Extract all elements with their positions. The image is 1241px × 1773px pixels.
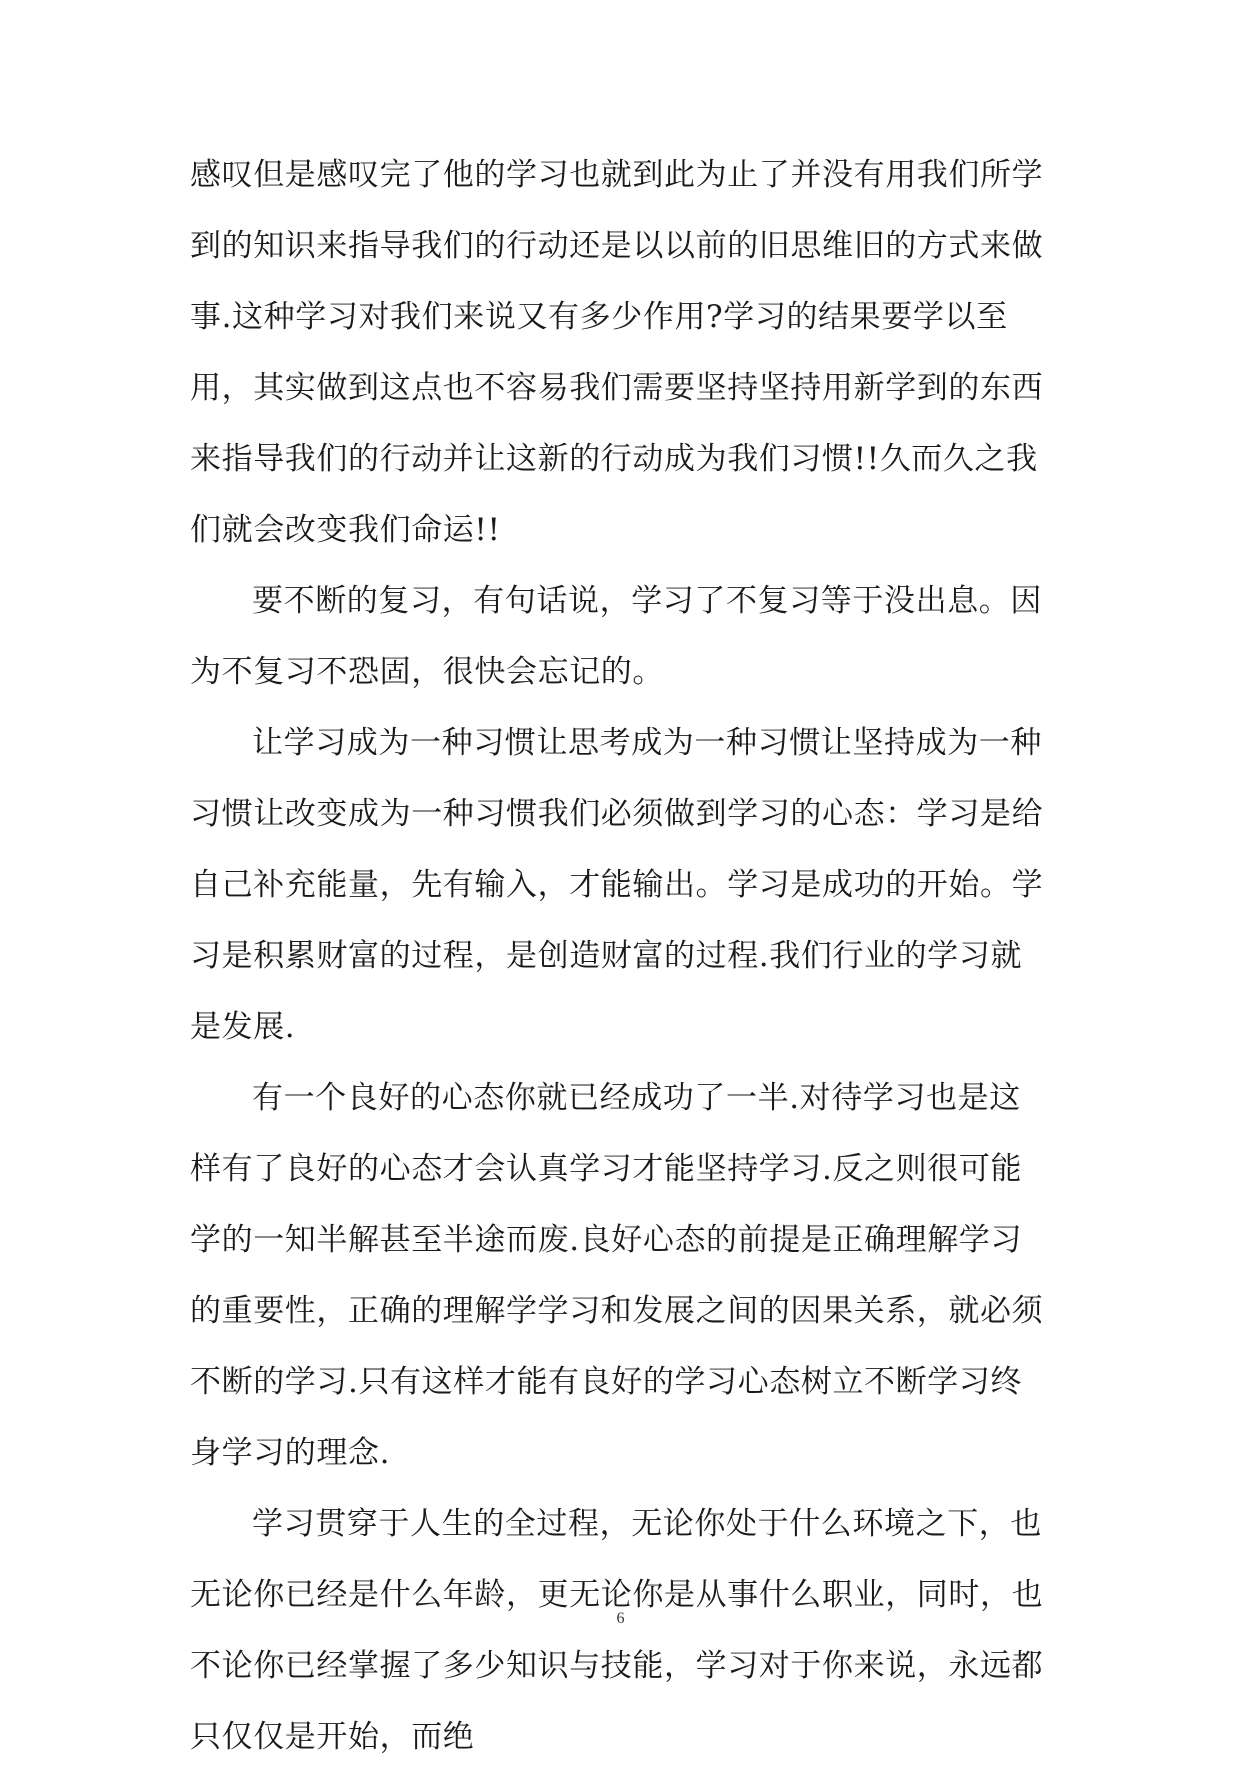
paragraph-3: 让学习成为一种习惯让思考成为一种习惯让坚持成为一种习惯让改变成为一种习惯我们必须做到学习的心态：学习是给自己补充能量，先有输入，才能输出。学习是成功的开始。学习是积累财富的过程，是创造财富的过程.我们行业的学习就是发展.: [190, 725, 1044, 1045]
document-body: [190, 140, 1050, 1773]
paragraph-4: 有一个良好的心态你就已经成功了一半.对待学习也是这样有了良好的心态才会认真学习才能坚持学习.反之则很可能学的一知半解甚至半途而废.良好心态的前提是正确理解学习的重要性，正确的理解学学习和发展之间的因果关系，就必须不断的学习.只有这样才能有良好的学习心态树立不断学习终身学习的理念.: [190, 1080, 1044, 1471]
paragraph-1: 感叹但是感叹完了他的学习也就到此为止了并没有用我们所学到的知识来指导我们的行动还是以以前的旧思维旧的方式来做事.这种学习对我们来说又有多少作用?学习的结果要学以至用，其实做到这点也不容易我们需要坚持坚持用新学到的东西来指导我们的行动并让这新的行动成为我们习惯!!久而久之我们就会改变我们命运!!: [190, 157, 1044, 548]
paragraph-5: 学习贯穿于人生的全过程，无论你处于什么环境之下，也无论你已经是什么年龄，更无论你是从事什么职业，同时，也不论你已经掌握了多少知识与技能，学习对于你来说，永远都只仅仅是开始，而绝: [190, 1506, 1044, 1755]
page-number: 6: [616, 1610, 625, 1627]
paragraph-2: 要不断的复习，有句话说，学习了不复习等于没出息。因为不复习不恐固，很快会忘记的。: [190, 583, 1042, 690]
